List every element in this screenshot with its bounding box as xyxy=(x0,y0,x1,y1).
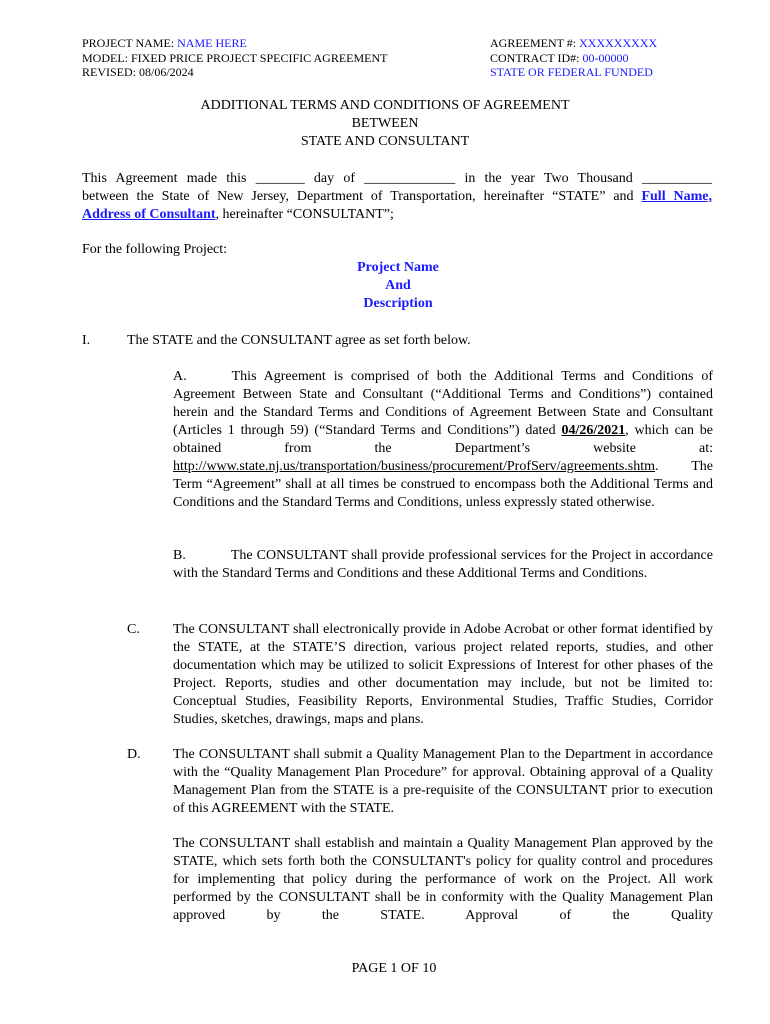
project-name-label: PROJECT NAME: xyxy=(82,36,175,50)
contract-id-value: 00-00000 xyxy=(582,50,629,65)
consultant-name-placeholder: Full Name, xyxy=(641,189,712,204)
consultant-address-placeholder: Address of Consultant xyxy=(82,207,216,222)
paragraph-c-text: The CONSULTANT shall electronically provide in Adobe Acrobat or other format identified by the STATE, at the STATE’S direction, various project related reports, studies, and other documentation which may be utilized to solicit Expressions of Interest for other phases of the Project. Reports, studies and other documentation may include, but not be limited to: Conceptual Studies, Feasibility Reports, Environmental Studies, Traffic Studies, Corridor Studies, sketches, drawings, maps and plans. xyxy=(173,622,713,727)
paragraph-d-letter: D. xyxy=(127,747,141,762)
title-line-3: STATE AND CONSULTANT xyxy=(300,134,470,149)
agreement-number-line xyxy=(490,36,657,51)
page-number: PAGE 1 OF 10 xyxy=(351,961,437,976)
project-name-placeholder: Project Name xyxy=(357,260,439,275)
paragraph-d-text-2: The CONSULTANT shall establish and maintain a Quality Management Plan approved by the STATE, which sets forth both the CONSULTANT's policy for quality control and procedures for implementing that policy during the performance of work on the Project. All work performed by the CONSULTANT shall be in conformity with the Quality Management Plan approved by the STATE. Approval of the Quality xyxy=(173,836,713,923)
title-line-2: BETWEEN xyxy=(351,116,419,131)
paragraph-c-letter: C. xyxy=(127,622,140,637)
paragraph-a-text-3: . The Term “Agreement” shall at all times be construed to encompass both the Additional Terms and Conditions and the Standard Terms and Conditions, unless expressly stated otherwise. xyxy=(173,459,713,510)
model-line: MODEL: FIXED PRICE PROJECT SPECIFIC AGREEMENT xyxy=(82,50,388,65)
project-name-value: NAME HERE xyxy=(177,36,247,50)
paragraph-a xyxy=(173,368,713,512)
paragraph-b xyxy=(173,547,713,583)
section-i-text: The STATE and the CONSULTANT agree as set forth below. xyxy=(127,333,471,348)
intro-line-2 xyxy=(82,188,712,206)
project-block xyxy=(0,259,770,313)
header-left xyxy=(82,36,387,80)
paragraph-a-text-2: , which can be obtained from the Department’s website at: xyxy=(173,423,714,456)
revised-line: REVISED: 08/06/2024 xyxy=(82,65,194,79)
document-title xyxy=(0,97,770,151)
intro-line-3-text: , hereinafter “CONSULTANT”; xyxy=(215,207,394,222)
agreement-number-label: AGREEMENT #: xyxy=(490,36,577,50)
paragraph-a-letter: A. xyxy=(173,369,187,384)
for-project-label: For the following Project: xyxy=(82,242,228,257)
funding-line: STATE OR FEDERAL FUNDED xyxy=(490,65,653,79)
intro-paragraph xyxy=(82,170,712,224)
agreements-website-link[interactable]: http://www.state.nj.us/transportation/business/procurement/ProfServ/agreements.shtm xyxy=(173,459,656,474)
section-i-numeral: I. xyxy=(82,333,91,348)
project-and: And xyxy=(385,278,411,293)
standard-terms-date: 04/26/2021 xyxy=(561,423,626,438)
paragraph-d-text: The CONSULTANT shall submit a Quality Management Plan to the Department in accordance with the “Quality Management Plan Procedure” for approval. Obtaining approval of a Quality Management Plan from the STATE is a pre-requisite of the CONSULTANT prior to execution of this AGREEMENT with the STATE. xyxy=(173,747,713,816)
header-right xyxy=(490,36,657,80)
intro-line-1: This Agreement made this _______ day of _____________ in the year Two Thousand __________ xyxy=(82,171,712,186)
intro-line-2-text: between the State of New Jersey, Department of Transportation, hereinafter “STATE” and xyxy=(82,189,642,204)
project-description-placeholder: Description xyxy=(363,296,433,311)
paragraph-b-letter: B. xyxy=(173,548,186,563)
agreement-number-value: XXXXXXXXX xyxy=(579,36,658,50)
project-name-line xyxy=(82,36,387,51)
title-line-1: ADDITIONAL TERMS AND CONDITIONS OF AGREEMENT xyxy=(200,98,570,113)
paragraph-b-text: The CONSULTANT shall provide professional services for the Project in accordance with the Standard Terms and Conditions and these Additional Terms and Conditions. xyxy=(173,548,713,581)
intro-line-3 xyxy=(82,206,712,224)
paragraph-a-text-1: This Agreement is comprised of both the Additional Terms and Conditions of Agreement Between State and Consultant (“Additional Terms and Conditions”) contained herein and the Standard Terms and Conditions of Agreement Between State and Consultant (Articles 1 through 59) (“Standard Terms and Conditions”) dated xyxy=(173,369,713,438)
contract-id-line xyxy=(490,51,657,66)
contract-id-label: CONTRACT ID#: xyxy=(490,50,580,65)
